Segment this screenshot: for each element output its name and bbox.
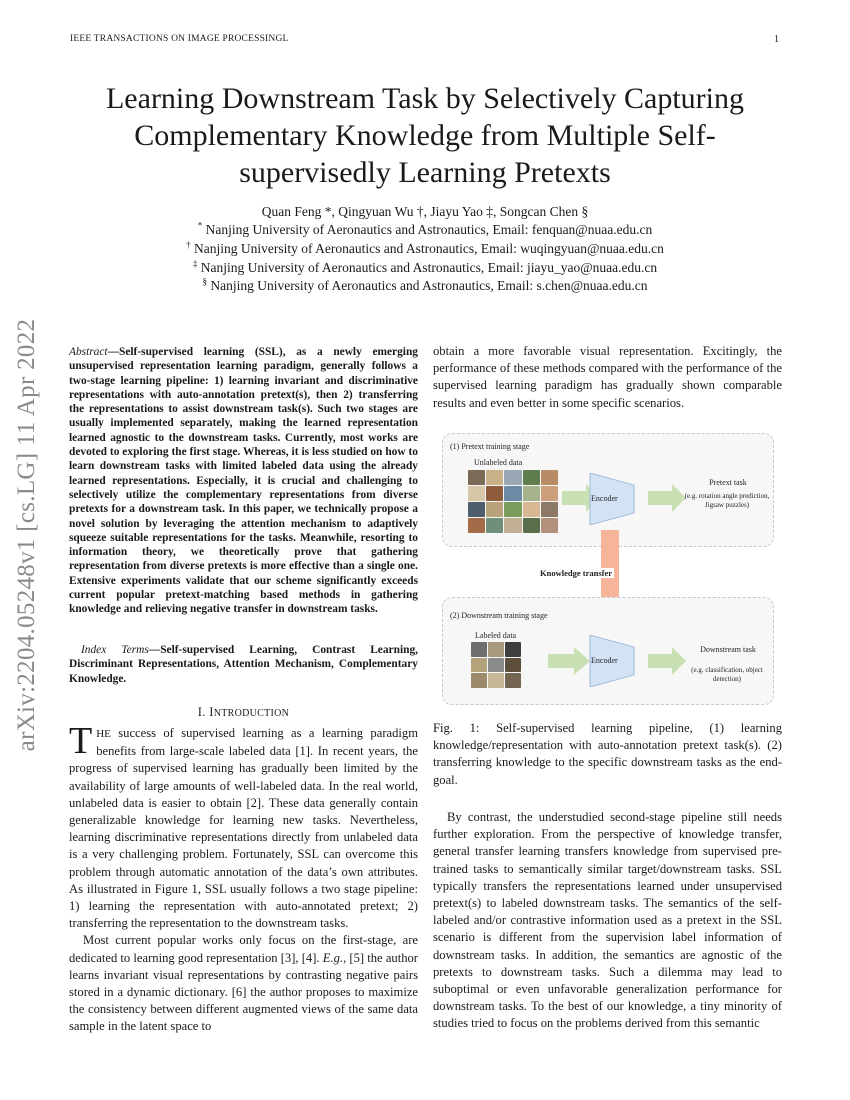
intro-eg: E.g. <box>322 950 344 965</box>
abstract <box>69 345 418 617</box>
affiliation-4 <box>95 277 755 295</box>
abstract-text: —Self-supervised learning (SSL), as a newly emerging unsupervised representation learning paradigm, generally follows a two-stage learning pipeline: 1) learning invariant and discriminative representations with auto-annotation pretext(s), then 2) transferring the representations to assist downstream task(s). Such two stages are usually implemented separately, making the learned representation learned agnostic to the downstream tasks. Currently, most works are devoted to exploring the first stage. Whereas, it is less studied on how to learn downstream tasks with limited labeled data using the already learned representations. Especially, it is crucial and challenging to selectively utilize the complementary representations from diverse pretexts for a downstream task. In this paper, we technically propose a novel solution by leveraging the attention mechanism to adaptively squeeze suitable representations for the tasks. Meanwhile, resorting to information theory, we theoretically prove that gathering representation from diverse pretexts is more effective than a single one. Extensive experiments validate that our scheme significantly exceeds current popular pretext-matching based methods in gathering knowledge and relieving negative transfer in downstream tasks. <box>69 346 418 616</box>
downstream-task-example: (e.g. classification, object detection) <box>691 666 763 683</box>
affiliation-mark: * <box>197 220 203 231</box>
encoder-label: Encoder <box>591 656 618 665</box>
knowledge-transfer-label: Knowledge transfer <box>540 568 613 578</box>
arrow-right-icon <box>648 482 688 514</box>
intro-lead: HE <box>96 728 111 740</box>
figure-caption: Fig. 1: Self-supervised learning pipeline, (1) learning knowledge/representation with auto-annotation pretext task(s). (2) transferring knowledge to the specific downstream tasks as the end-goal. <box>433 721 782 787</box>
section-numeral: I. <box>197 705 206 719</box>
index-terms <box>69 643 418 686</box>
arxiv-id: arXiv:2204.05248v1 [cs.LG] 11 Apr 2022 <box>13 318 40 752</box>
affiliation-text: Nanjing University of Aeronautics and Astronautics, Email: fenquan@nuaa.edu.cn <box>205 222 653 237</box>
affiliation-2 <box>95 240 755 258</box>
intro-text-2a: Most current popular works only focus on the first-stage, are dedicated to learning good representation [3], [4]. <box>69 933 418 965</box>
right-column-top: obtain a more favorable visual representation. Excitingly, the performance of these methods compared with the performance of the supervised learning paradigm has gradually shown comparable results and even better in some specific scenarios. <box>433 344 782 410</box>
affiliation-mark: § <box>202 276 207 287</box>
stage2-label: (2) Downstream training stage <box>450 611 548 620</box>
affiliation-text: Nanjing University of Aeronautics and Astronautics, Email: jiayu_yao@nuaa.edu.cn <box>200 260 658 275</box>
affiliation-mark: ‡ <box>192 258 198 269</box>
stage1-label: (1) Pretext training stage <box>450 442 530 451</box>
downstream-task-label: Downstream task <box>700 645 756 654</box>
drop-cap: T <box>69 720 93 762</box>
arxiv-sidebar <box>4 290 50 780</box>
intro-text-1: success of supervised learning as a learning paradigm benefits from large-scale labeled data [1]. In recent years, the progress of supervised learning has gradually been limited by the availability of large amounts of well-labeled data. In the real world, unlabeled data is easier to obtain [2]. These data generally contain generalizable knowledge for learning new tasks. Nevertheless, learning discriminative representations directly from unlabeled data is a very challenging problem. Fortunately, SSL can overcome this problem through automatic annotation of the data’s own attributes. As illustrated in Figure 1, SSL usually follows a two stage pipeline: 1) learning the representation with auto-annotated pretext; 2) transferring the representation to the downstream tasks. <box>69 726 418 931</box>
encoder-label: Encoder <box>591 494 618 503</box>
figure-1 <box>438 430 776 705</box>
section-initial: I <box>209 705 214 719</box>
abstract-label: Abstract <box>69 346 108 358</box>
affiliation-text: Nanjing University of Aeronautics and Astronautics, Email: s.chen@nuaa.edu.cn <box>210 278 648 293</box>
pretext-task-example: (e.g. rotation angle prediction, Jigsaw puzzles) <box>684 492 770 509</box>
pretext-task-label: Pretext task <box>709 478 747 487</box>
section-rest: NTRODUCTION <box>213 708 290 719</box>
intro-body <box>69 720 418 1036</box>
labeled-data-label: Labeled data <box>475 631 517 640</box>
intro-text-2b: , [5] the author learns invariant visual representations by contrasting negative pairs stored in a dynamic dictionary. [6] the author proposes to maximize the consistency between different augmented views of the same data sample in the latent space to <box>69 950 418 1034</box>
paper-title: Learning Downstream Task by Selectively Capturing Complementary Knowledge from Multiple Self-supervisedly Learning Pretexts <box>105 82 745 189</box>
affiliation-3 <box>95 259 755 277</box>
intro-paragraph-2 <box>69 932 418 1035</box>
right-column-bottom: By contrast, the understudied second-stage pipeline still needs further exploration. From the perspective of knowledge transfer, general transfer learning transfers knowledge from supervised pre-trained tasks to semantically similar target/downstream tasks. SSL typically transfers the representations learned under unsupervised pretext(s) to labeled downstream tasks. The semantics of the self-labeled and/or contrastive information used as a pretext in the SSL scenario is different from the supervision label information of downstream tasks. In addition, the semantics are agnostic of the pretexts to downstream tasks. Such a dilemma may lead to suboptimal or even unfavorable generalization performance for downstream tasks. To the best of our knowledge, a tiny minority of studies tried to focus on the problems derived from this semantic <box>433 810 782 1031</box>
page-number: 1 <box>774 34 779 45</box>
intro-paragraph-1 <box>69 720 418 932</box>
section-heading <box>69 705 418 720</box>
affiliation-text: Nanjing University of Aeronautics and Astronautics, Email: wuqingyuan@nuaa.edu.cn <box>194 241 664 256</box>
author-line: Quan Feng *, Qingyuan Wu †, Jiayu Yao ‡, Songcan Chen § <box>261 204 589 219</box>
affiliation-mark: † <box>186 239 191 250</box>
arrow-right-icon <box>648 645 688 677</box>
arrow-right-icon <box>548 645 592 677</box>
affiliation-1 <box>95 221 755 239</box>
index-terms-text: —Self-supervised Learning, Contrast Learning, Discriminant Representations, Attention Mechanism, Complementary Knowledge. <box>69 644 418 685</box>
labeled-image-grid <box>471 642 521 688</box>
index-terms-label: Index Terms <box>81 644 149 656</box>
unlabeled-data-label: Unlabeled data <box>474 458 523 467</box>
running-head: IEEE TRANSACTIONS ON IMAGE PROCESSINGL <box>70 34 289 44</box>
unlabeled-image-grid <box>468 470 558 533</box>
